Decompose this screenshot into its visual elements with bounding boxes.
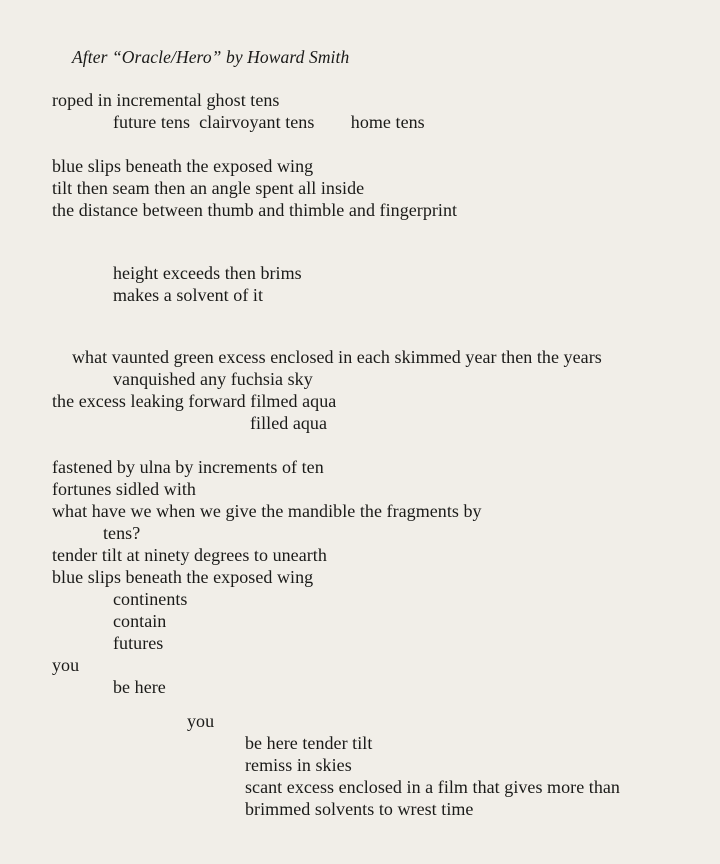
poem-line: you [52, 655, 80, 675]
stanza-3 [0, 262, 720, 306]
poem-line: tender tilt at ninety degrees to unearth [52, 545, 327, 565]
poem-line: the distance between thumb and thimble and fingerprint [52, 200, 458, 220]
poem-line: future tens clairvoyant tens home tens [113, 112, 425, 132]
poem-line: tens? [103, 523, 141, 543]
poem-line: remiss in skies [245, 755, 352, 775]
poem-line: scant excess enclosed in a film that gives more than [245, 777, 620, 797]
poem-line: vanquished any fuchsia sky [113, 369, 313, 389]
poem-line: what vaunted green excess enclosed in each skimmed year then the years [72, 347, 602, 367]
poem-line: height exceeds then brims [113, 263, 302, 283]
stanza-5 [0, 456, 720, 698]
poem-line: makes a solvent of it [113, 285, 264, 305]
poem-line: you [187, 711, 215, 731]
poem-line: be here [113, 677, 166, 697]
poem-line: futures [113, 633, 164, 653]
poem-line: blue slips beneath the exposed wing [52, 156, 314, 176]
epigraph-attribution: After “Oracle/Hero” by Howard Smith [72, 47, 350, 67]
poem-line: roped in incremental ghost tens [52, 90, 280, 110]
stanza-1 [0, 89, 720, 133]
poem-line: fortunes sidled with [52, 479, 196, 499]
poem-line: blue slips beneath the exposed wing [52, 567, 314, 587]
poem-line: the excess leaking forward filmed aqua [52, 391, 337, 411]
poem-line: filled aqua [250, 413, 328, 433]
poem-line: tilt then seam then an angle spent all inside [52, 178, 365, 198]
poem-line: continents [113, 589, 188, 609]
poem-line: fastened by ulna by increments of ten [52, 457, 324, 477]
poem-line: contain [113, 611, 167, 631]
poem-line: brimmed solvents to wrest time [245, 799, 474, 819]
stanza-6 [0, 710, 720, 820]
stanza-2 [0, 155, 720, 221]
poem-line: be here tender tilt [245, 733, 373, 753]
stanza-4 [0, 346, 720, 434]
poem-line: what have we when we give the mandible the fragments by [52, 501, 482, 521]
